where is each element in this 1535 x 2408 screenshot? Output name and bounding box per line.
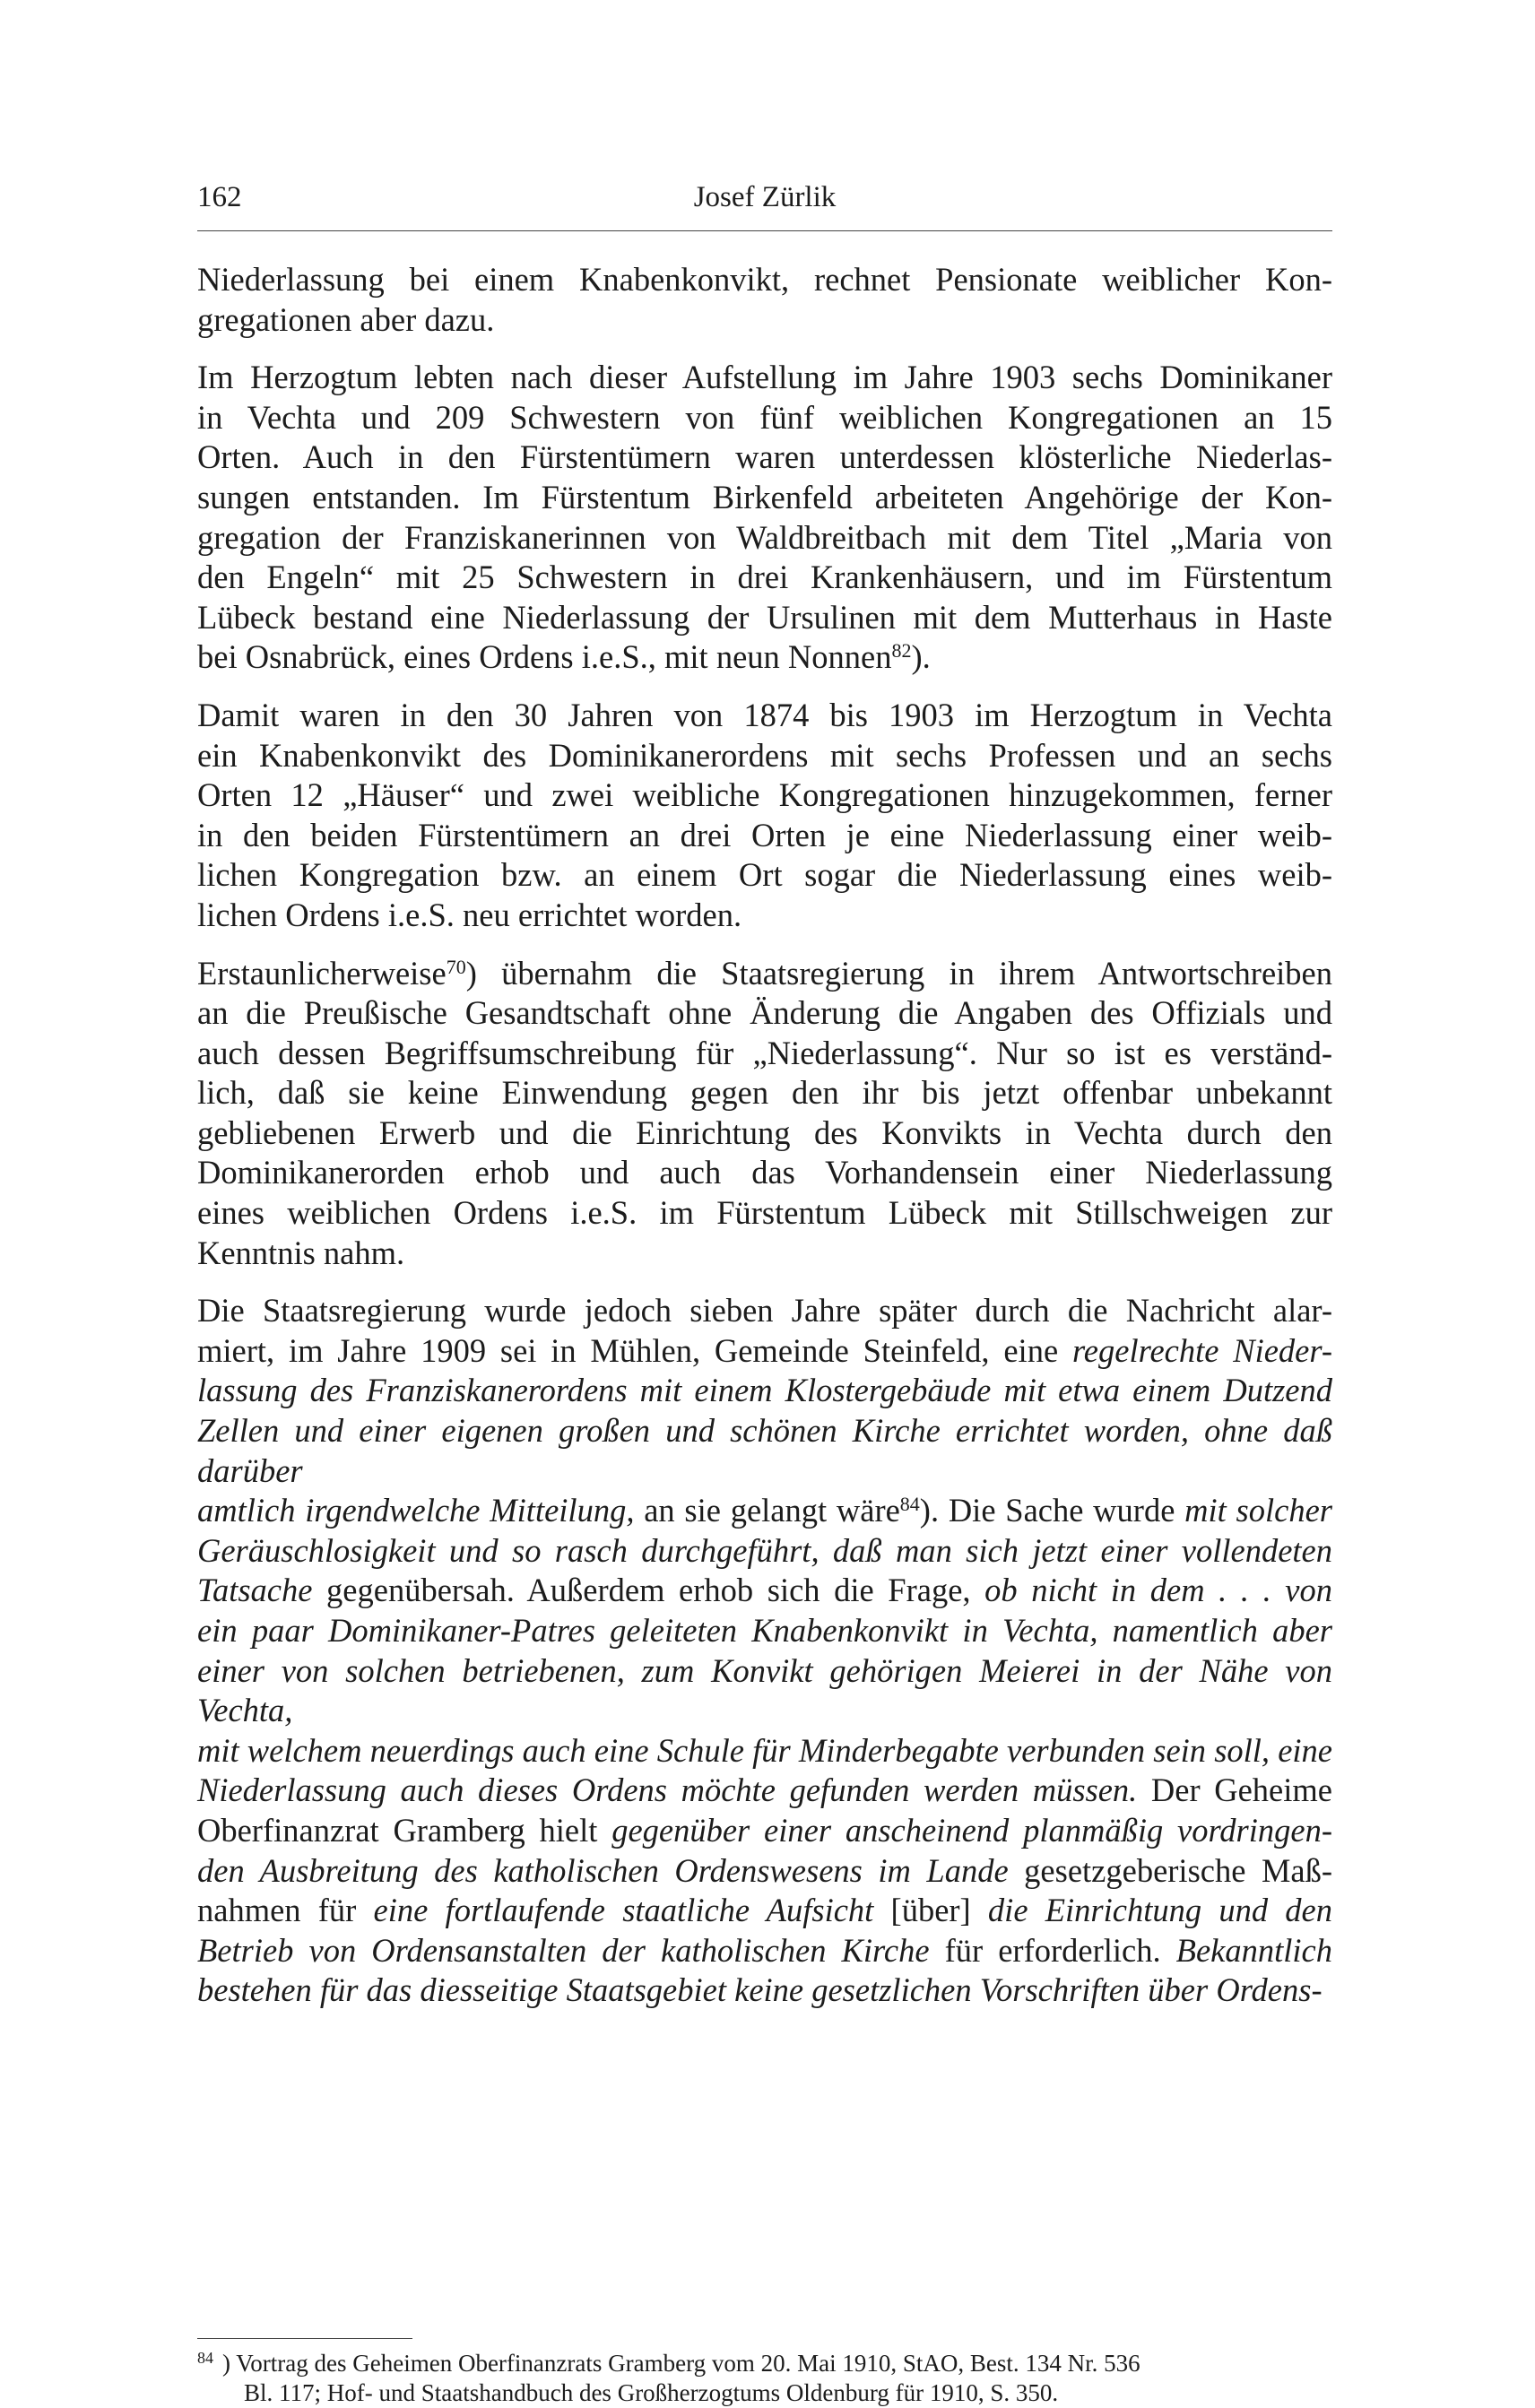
italic-run: den Ausbreitung des katholischen Ordenswesens im Lande [197, 1851, 1009, 1889]
text-run: bei Osnabrück, eines Ordens i.e.S., mit neun Nonnen [197, 638, 892, 676]
text-line [197, 1931, 1332, 1971]
text-run: lich, daß sie keine Einwendung gegen den ihr bis jetzt offenbar unbekannt [197, 1074, 1332, 1112]
footnote-continuation: Bl. 117; Hof- und Staatshandbuch des Großherzogtums Oldenburg für 1910, S. 350. [244, 2379, 1059, 2406]
text-run: ). Die Sache wurde [919, 1492, 1185, 1529]
text-run: eines weiblichen Ordens i.e.S. im Fürstentum Lübeck mit Stillschweigen zur [197, 1194, 1332, 1232]
italic-run: bestehen für das diesseitige Staatsgebiet keine gesetzlichen Vorschriften über Ordens- [197, 1971, 1323, 2009]
text-line [197, 1891, 1332, 1931]
text-line [197, 816, 1332, 856]
italic-run: lassung des Franziskanerordens mit einem Klostergebäude mit etwa einem Dutzend [197, 1372, 1332, 1409]
italic-run: mit solcher [1184, 1492, 1332, 1529]
text-line [197, 1113, 1332, 1154]
text-line [197, 1331, 1332, 1372]
italic-run: ob nicht in dem . . . von [984, 1572, 1332, 1609]
text-run: Orten 12 „Häuser“ und zwei weibliche Kongregationen hinzugekommen, ferner [197, 776, 1332, 814]
paragraph [197, 954, 1332, 1274]
text-run: Der Geheime [1137, 1771, 1332, 1809]
text-run: Oberfinanzrat Gramberg hielt [197, 1811, 612, 1849]
header-rule [197, 230, 1332, 231]
text-run: Damit waren in den 30 Jahren von 1874 bis 1903 im Herzogtum in Vechta [197, 696, 1332, 733]
text-run: gregationen aber dazu. [197, 300, 495, 338]
text-run: Lübeck bestand eine Niederlassung der Ursulinen mit dem Mutterhaus in Haste [197, 598, 1332, 636]
text-run: Kenntnis nahm. [197, 1234, 405, 1271]
text-run: in den beiden Fürstentümern an drei Orten je eine Niederlassung einer weib- [197, 816, 1332, 853]
text-line [197, 300, 1332, 341]
text-line [197, 1971, 1332, 2011]
text-run: an die Preußische Gesandtschaft ohne Änderung die Angaben des Offizials und [197, 994, 1332, 1032]
text-run: sungen entstanden. Im Fürstentum Birkenfeld arbeiteten Angehörige der Kon- [197, 478, 1332, 515]
text-run: ) übernahm die Staatsregierung in ihrem Antwortschreiben [465, 954, 1332, 992]
text-line [197, 696, 1332, 736]
text-run: ein Knabenkonvikt des Dominikanerordens mit sechs Professen und an sechs [197, 736, 1332, 774]
text-run: Erstaunlicherweise [197, 954, 447, 992]
text-line [197, 1731, 1332, 1771]
paragraph [197, 696, 1332, 936]
text-line [197, 954, 1332, 994]
text-run: Im Herzogtum lebten nach dieser Aufstellung im Jahre 1903 sechs Dominikaner [197, 359, 1332, 396]
footnote-reference: 84 [899, 1493, 920, 1516]
text-line [197, 1371, 1332, 1411]
running-head: Josef Zürlik [693, 181, 837, 213]
text-line [197, 1291, 1332, 1331]
text-line [197, 1153, 1332, 1193]
footnote-marker-paren: ) [222, 2350, 230, 2377]
paragraph [197, 1291, 1332, 2011]
text-run: auch dessen Begriffsumschreibung für „Niederlassung“. Nur so ist es verständ- [197, 1034, 1332, 1071]
text-run: [über] [873, 1892, 988, 1929]
text-run: ). [911, 638, 931, 676]
page-number: 162 [197, 181, 242, 213]
text-line [197, 1531, 1332, 1572]
footnote-84 [197, 2349, 1332, 2408]
italic-run: eine fortlaufende staatliche Aufsicht [373, 1892, 874, 1929]
footnote-divider [197, 2338, 412, 2339]
text-line [197, 736, 1332, 776]
footnote-marker: 84 [197, 2349, 213, 2367]
italic-run: amtlich irgendwelche Mitteilung, [197, 1492, 635, 1529]
text-run: gegenübersah. Außerdem erhob sich die Frage, [312, 1572, 985, 1609]
text-line [197, 437, 1332, 478]
text-line [197, 1571, 1332, 1611]
italic-run: Tatsache [197, 1572, 313, 1609]
footnote-reference: 70 [446, 955, 466, 978]
text-line [197, 775, 1332, 816]
text-run: Niederlassung bei einem Knabenkonvikt, rechnet Pensionate weiblicher Kon- [197, 261, 1332, 298]
text-run: gregation der Franziskanerinnen von Waldbreitbach mit dem Titel „Maria von [197, 518, 1332, 556]
text-run: Die Staatsregierung wurde jedoch sieben Jahre später durch die Nachricht alar- [197, 1292, 1332, 1330]
text-line [197, 1034, 1332, 1074]
text-line [197, 1411, 1332, 1491]
text-line [197, 358, 1332, 398]
text-run: miert, im Jahre 1909 sei in Mühlen, Gemeinde Steinfeld, eine [197, 1331, 1072, 1369]
text-line [197, 598, 1332, 638]
text-line [197, 1491, 1332, 1531]
text-line [197, 518, 1332, 559]
italic-run: regelrechte Nieder- [1071, 1331, 1332, 1369]
italic-run: Betrieb von Ordensanstalten der katholischen Kirche [197, 1931, 930, 1969]
body-text [197, 260, 1332, 2029]
italic-run: einer von solchen betriebenen, zum Konvikt gehörigen Meierei in der Nähe von Vechta, [197, 1651, 1332, 1729]
text-line [197, 1651, 1332, 1731]
text-line [197, 398, 1332, 438]
text-run: in Vechta und 209 Schwestern von fünf weiblichen Kongregationen an 15 [197, 398, 1332, 436]
italic-run: Bekanntlich [1175, 1931, 1332, 1969]
text-line [197, 558, 1332, 598]
text-run: Orten. Auch in den Fürstentümern waren unterdessen klösterliche Niederlas- [197, 438, 1332, 476]
text-line [197, 260, 1332, 300]
italic-run: Geräuschlosigkeit und so rasch durchgeführt, daß man sich jetzt einer vollendeten [197, 1531, 1332, 1569]
text-line [197, 1234, 1332, 1274]
text-line [197, 855, 1332, 896]
text-line [197, 637, 1332, 678]
text-line [197, 1073, 1332, 1113]
text-line [197, 896, 1332, 936]
footnotes [197, 2349, 1332, 2408]
text-line [197, 1851, 1332, 1892]
text-line [197, 1193, 1332, 1234]
text-run: für erforderlich. [929, 1931, 1176, 1969]
text-run: den Engeln“ mit 25 Schwestern in drei Krankenhäusern, und im Fürstentum [197, 559, 1332, 596]
paragraph [197, 358, 1332, 678]
italic-run: ein paar Dominikaner-Patres geleiteten Knabenkonvikt in Vechta, namentlich aber [197, 1612, 1332, 1649]
text-run: lichen Ordens i.e.S. neu errichtet worden. [197, 896, 742, 933]
text-line [197, 1611, 1332, 1651]
text-line [197, 1811, 1332, 1851]
text-run: gebliebenen Erwerb und die Einrichtung des Konvikts in Vechta durch den [197, 1113, 1332, 1151]
paragraph [197, 260, 1332, 340]
footnote-line [197, 2349, 1332, 2378]
italic-run: Zellen und einer eigenen großen und schönen Kirche errichtet worden, ohne daß darüber [197, 1412, 1332, 1489]
footnote-text: Vortrag des Geheimen Oberfinanzrats Gramberg vom 20. Mai 1910, StAO, Best. 134 Nr. 536 [236, 2350, 1140, 2377]
text-run: gesetzgeberische Maß- [1008, 1851, 1333, 1889]
italic-run: gegenüber einer anscheinend planmäßig vordringen- [611, 1811, 1332, 1849]
italic-run: mit welchem neuerdings auch eine Schule für Minderbegabte verbunden sein soll, eine [197, 1731, 1332, 1769]
text-line [197, 993, 1332, 1034]
text-line [197, 478, 1332, 518]
text-run: an sie gelangt wäre [634, 1492, 900, 1529]
footnote-reference: 82 [891, 639, 912, 663]
text-run: lichen Kongregation bzw. an einem Ort sogar die Niederlassung eines weib- [197, 856, 1332, 894]
text-run: nahmen für [197, 1892, 374, 1929]
italic-run: Niederlassung auch dieses Ordens möchte gefunden werden müssen. [197, 1771, 1138, 1809]
page-header [197, 181, 1332, 226]
text-run: Dominikanerorden erhob und auch das Vorhandensein einer Niederlassung [197, 1154, 1332, 1191]
italic-run: die Einrichtung und den [987, 1892, 1332, 1929]
text-line [197, 1771, 1332, 1811]
